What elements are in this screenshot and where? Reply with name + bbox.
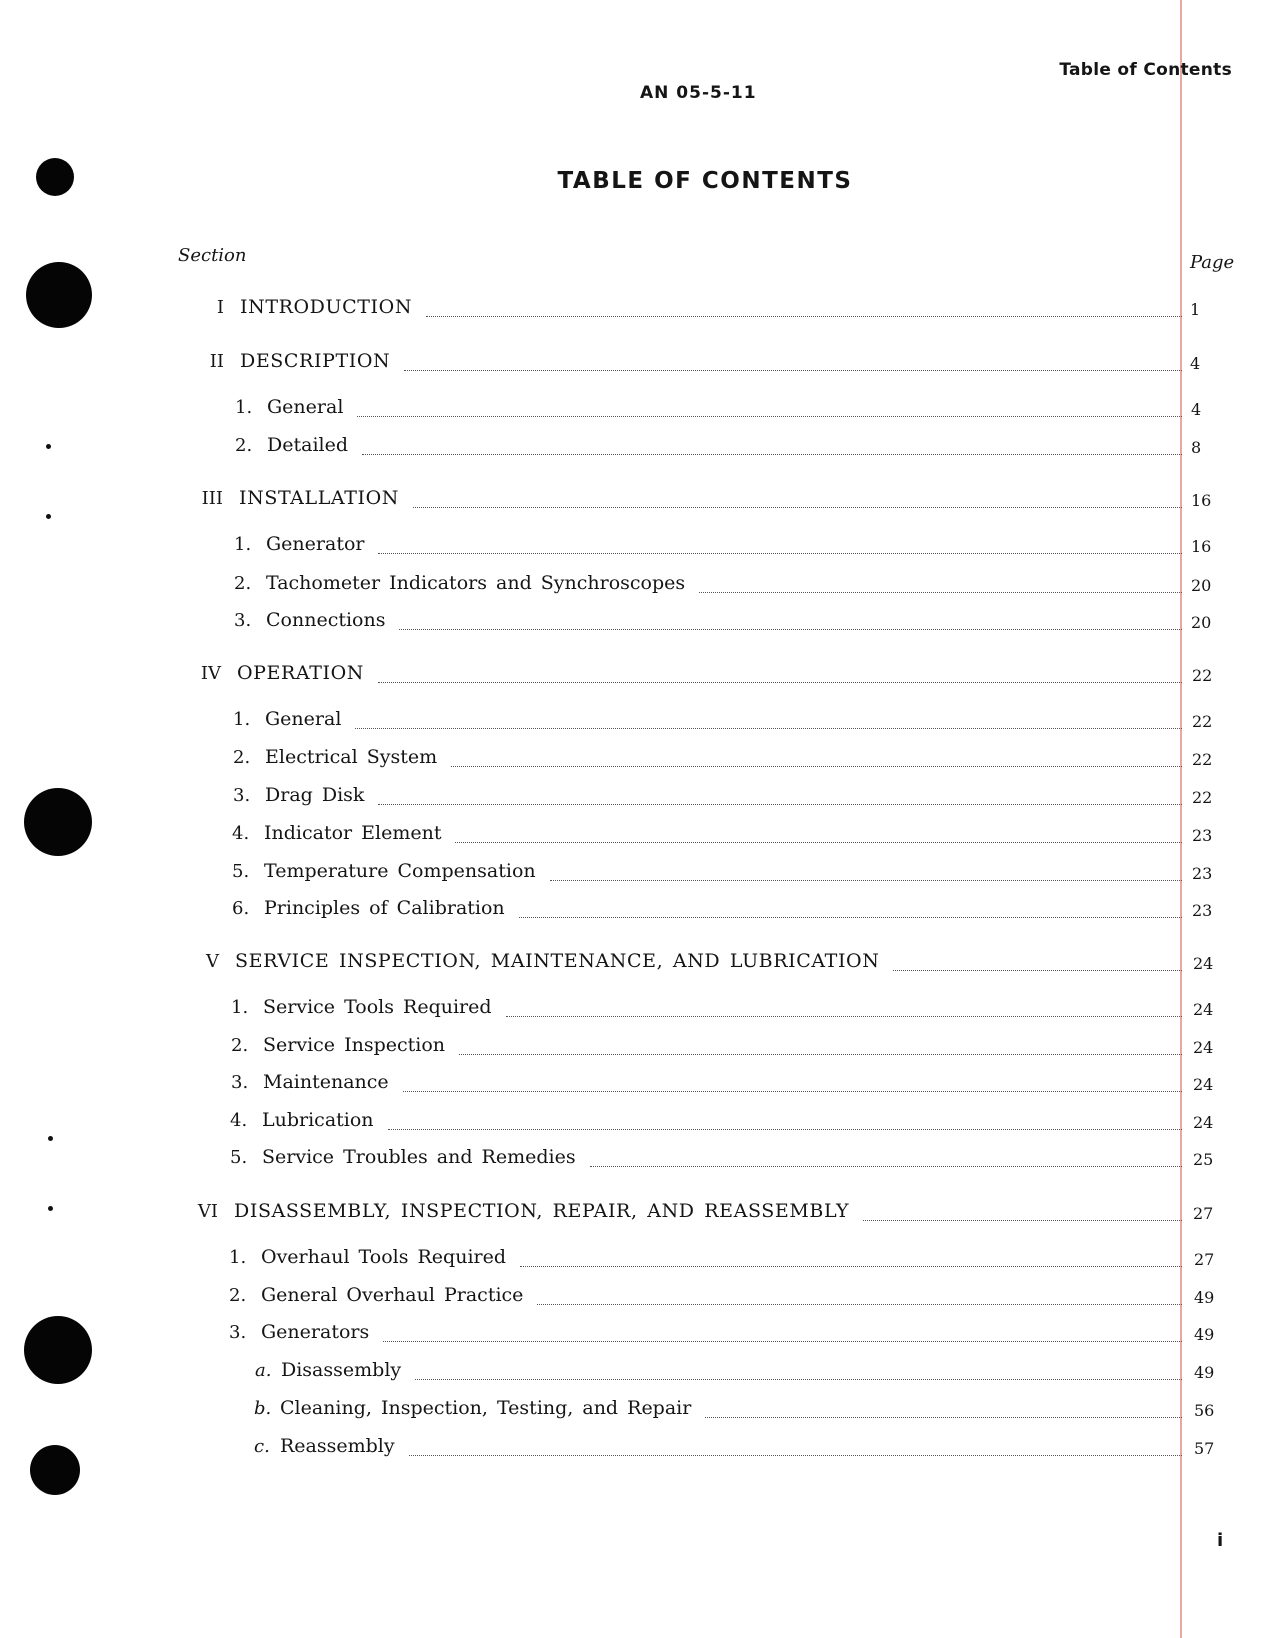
speck: [48, 1136, 53, 1141]
toc-entry: [235, 434, 1186, 460]
toc-entry-number: 1.: [229, 1247, 247, 1268]
dot-leader: [404, 369, 1182, 371]
toc-entry-title: Disassembly: [281, 1359, 402, 1381]
toc-entry-title: DISASSEMBLY, INSPECTION, REPAIR, AND REASSEMBLY: [234, 1200, 850, 1222]
dot-leader: [388, 1128, 1182, 1130]
toc-entry-title: Indicator Element: [264, 822, 442, 844]
toc-entry-page: 8: [1191, 438, 1202, 457]
toc-entry-page: 23: [1192, 901, 1213, 920]
toc-entry-number: 2.: [231, 1035, 249, 1056]
toc-entry-page: 20: [1191, 613, 1212, 632]
toc-entry-title: Maintenance: [263, 1071, 389, 1093]
toc-entry: [232, 822, 1186, 848]
toc-entry: [232, 897, 1186, 923]
toc-entry-page: 22: [1192, 666, 1213, 685]
margin-line: [1180, 0, 1182, 1638]
toc-entry: [179, 487, 1186, 513]
dot-leader: [409, 1454, 1182, 1456]
toc-entry-title: Generators: [261, 1321, 370, 1343]
page-number: i: [1217, 1530, 1224, 1551]
toc-entry: [254, 1397, 1186, 1423]
toc-entry-page: 24: [1193, 1075, 1214, 1094]
dot-leader: [451, 765, 1182, 767]
toc-entry-number: 3.: [234, 610, 252, 631]
toc-entry-page: 24: [1193, 1000, 1214, 1019]
dot-leader: [506, 1015, 1182, 1017]
dot-leader: [537, 1303, 1182, 1305]
dot-leader: [426, 315, 1182, 317]
toc-entry-title: Lubrication: [262, 1109, 374, 1131]
toc-entry-title: SERVICE INSPECTION, MAINTENANCE, AND LUBRICATION: [235, 950, 880, 972]
toc-entry-page: 20: [1191, 576, 1212, 595]
toc-entry: [231, 1034, 1186, 1060]
toc-entry-title: Drag Disk: [265, 784, 365, 806]
toc-entry-title: Service Inspection: [263, 1034, 446, 1056]
toc-entry-number: 3.: [233, 785, 251, 806]
toc-entry-page: 1: [1190, 300, 1201, 319]
toc-entry: [231, 996, 1186, 1022]
toc-entry-title: Principles of Calibration: [264, 897, 505, 919]
toc-entry-title: Overhaul Tools Required: [261, 1246, 507, 1268]
toc-entry: [175, 950, 1186, 976]
binder-hole: [24, 788, 92, 856]
dot-leader: [413, 506, 1182, 508]
toc-entry-number: 2.: [234, 573, 252, 594]
section-column-header: Section: [178, 245, 247, 266]
toc-entry-title: Detailed: [267, 434, 349, 456]
toc-entry-title: General Overhaul Practice: [261, 1284, 524, 1306]
dot-leader: [378, 681, 1182, 683]
dot-leader: [520, 1265, 1182, 1267]
toc-entry-title: Generator: [266, 533, 365, 555]
toc-entry-number: II: [209, 351, 224, 372]
toc-entry-page: 49: [1194, 1288, 1215, 1307]
toc-entry-number: 1.: [235, 397, 253, 418]
toc-entry: [230, 1146, 1186, 1172]
toc-entry: [177, 662, 1186, 688]
dot-leader: [355, 727, 1182, 729]
toc-entry-number: 1.: [233, 709, 251, 730]
dot-leader: [383, 1340, 1182, 1342]
toc-entry-page: 24: [1193, 1113, 1214, 1132]
toc-entry-page: 49: [1194, 1363, 1215, 1382]
toc-entry-number: a.: [255, 1360, 272, 1381]
toc-entry-title: Temperature Compensation: [264, 860, 536, 882]
dot-leader: [699, 591, 1182, 593]
toc-entry-title: INTRODUCTION: [240, 296, 413, 318]
toc-entry-page: 4: [1190, 354, 1201, 373]
toc-entry-number: 5.: [232, 861, 250, 882]
toc-entry-number: IV: [200, 663, 221, 684]
toc-entry: [254, 1435, 1186, 1461]
toc-entry-title: DESCRIPTION: [240, 350, 391, 372]
toc-entry-title: Service Tools Required: [263, 996, 492, 1018]
toc-entry: [180, 296, 1186, 322]
toc-entry: [233, 708, 1186, 734]
toc-entry-title: Electrical System: [265, 746, 438, 768]
toc-entry-page: 24: [1193, 1038, 1214, 1057]
toc-entry: [180, 350, 1186, 376]
toc-entry-number: c.: [254, 1436, 270, 1457]
toc-entry-page: 27: [1193, 1204, 1214, 1223]
toc-entry-number: V: [206, 951, 219, 972]
toc-entry-number: 5.: [230, 1147, 248, 1168]
toc-entry: [255, 1359, 1186, 1385]
binder-hole: [26, 262, 92, 328]
toc-entry-page: 57: [1194, 1439, 1215, 1458]
toc-entry-title: Cleaning, Inspection, Testing, and Repair: [280, 1397, 692, 1419]
toc-entry: [229, 1284, 1186, 1310]
toc-entry-title: INSTALLATION: [239, 487, 399, 509]
toc-entry: [232, 860, 1186, 886]
toc-entry: [234, 533, 1186, 559]
toc-entry-number: VI: [197, 1201, 218, 1222]
toc-entry-title: General: [265, 708, 342, 730]
toc-entry-title: General: [267, 396, 344, 418]
running-head: Table of Contents: [1059, 60, 1232, 80]
toc-entry-number: I: [216, 297, 224, 318]
toc-entry-number: 2.: [229, 1285, 247, 1306]
toc-entry: [234, 609, 1186, 635]
toc-entry-page: 56: [1194, 1401, 1215, 1420]
toc-entry-page: 22: [1192, 788, 1213, 807]
dot-leader: [403, 1090, 1182, 1092]
dot-leader: [378, 552, 1182, 554]
binder-hole: [24, 1316, 92, 1384]
toc-entry-title: Reassembly: [280, 1435, 395, 1457]
page-column-header: Page: [1190, 252, 1235, 273]
toc-entry-page: 16: [1191, 491, 1212, 510]
speck: [46, 514, 51, 519]
toc-entry-page: 25: [1193, 1150, 1214, 1169]
toc-entry-page: 16: [1191, 537, 1212, 556]
toc-entry: [235, 396, 1186, 422]
toc-entry: [230, 1109, 1186, 1135]
toc-entry-page: 4: [1191, 400, 1202, 419]
speck: [48, 1206, 53, 1211]
dot-leader: [399, 628, 1182, 630]
toc-entry: [231, 1071, 1186, 1097]
toc-entry-number: 6.: [232, 898, 250, 919]
toc-entry-title: OPERATION: [237, 662, 364, 684]
dot-leader: [362, 453, 1182, 455]
page-title: TABLE OF CONTENTS: [557, 168, 853, 194]
toc-entry: [234, 572, 1186, 598]
toc-entry-page: 23: [1192, 864, 1213, 883]
dot-leader: [459, 1053, 1182, 1055]
dot-leader: [455, 841, 1182, 843]
toc-entry-title: Tachometer Indicators and Synchroscopes: [266, 572, 686, 594]
toc-entry-page: 23: [1192, 826, 1213, 845]
toc-entry-page: 22: [1192, 712, 1213, 731]
toc-entry: [233, 784, 1186, 810]
toc-entry-number: 1.: [234, 534, 252, 555]
toc-entry-number: 1.: [231, 997, 249, 1018]
toc-entry-number: 3.: [229, 1322, 247, 1343]
toc-entry: [229, 1321, 1186, 1347]
dot-leader: [590, 1165, 1182, 1167]
toc-entry-number: 2.: [235, 435, 253, 456]
dot-leader: [705, 1416, 1182, 1418]
binder-hole: [30, 1445, 80, 1495]
speck: [46, 444, 51, 449]
toc-entry-number: b.: [254, 1398, 272, 1419]
toc-entry-number: 4.: [230, 1110, 248, 1131]
dot-leader: [357, 415, 1182, 417]
toc-entry-number: III: [201, 488, 223, 509]
dot-leader: [893, 969, 1182, 971]
toc-entry: [233, 746, 1186, 772]
toc-entry-title: Connections: [266, 609, 386, 631]
toc-entry-page: 22: [1192, 750, 1213, 769]
toc-entry-page: 49: [1194, 1325, 1215, 1344]
toc-entry-title: Service Troubles and Remedies: [262, 1146, 576, 1168]
dot-leader: [550, 879, 1182, 881]
document-number: AN 05-5-11: [640, 83, 757, 103]
toc-entry-page: 27: [1194, 1250, 1215, 1269]
dot-leader: [519, 916, 1182, 918]
dot-leader: [863, 1219, 1182, 1221]
toc-entry: [229, 1246, 1186, 1272]
toc-entry-number: 2.: [233, 747, 251, 768]
toc-entry-page: 24: [1193, 954, 1214, 973]
toc-entry-number: 4.: [232, 823, 250, 844]
dot-leader: [415, 1378, 1182, 1380]
dot-leader: [378, 803, 1182, 805]
toc-entry-number: 3.: [231, 1072, 249, 1093]
toc-entry: [174, 1200, 1186, 1226]
